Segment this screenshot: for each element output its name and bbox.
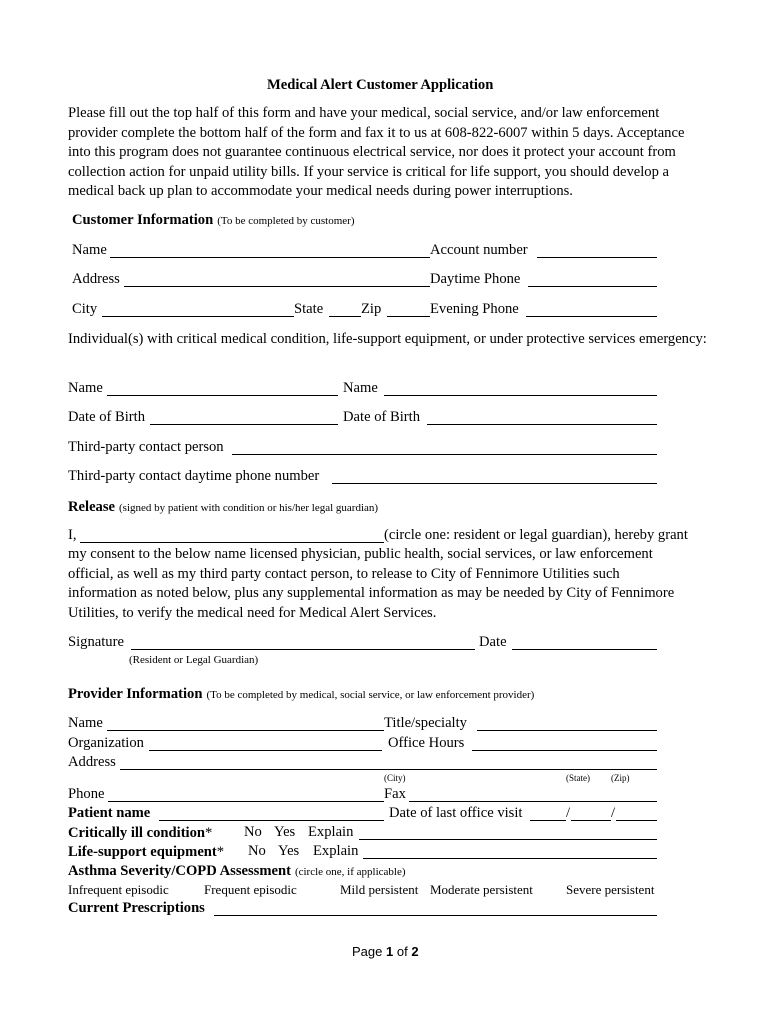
individual-dob-field-1[interactable] <box>150 424 338 425</box>
life-support-yes[interactable]: Yes <box>278 843 300 859</box>
provider-note: (To be completed by medical, social service, or law enforcement provider) <box>206 689 535 701</box>
critically-ill-no[interactable]: No <box>244 824 262 840</box>
critically-ill-asterisk: * <box>205 825 213 841</box>
organization-field[interactable] <box>149 750 382 751</box>
customer-name-label: Name <box>72 242 107 258</box>
provider-name-field[interactable] <box>107 730 384 731</box>
zip-caption: (Zip) <box>611 773 630 783</box>
last-visit-year-field[interactable] <box>616 820 657 821</box>
signature-label: Signature <box>68 634 124 650</box>
critically-ill-label: Critically ill condition <box>68 825 206 841</box>
prescriptions-label: Current Prescriptions <box>68 900 205 916</box>
individual-dob-label-2: Date of Birth <box>343 409 421 425</box>
critically-ill-explain-label: Explain <box>308 824 354 840</box>
last-visit-day-field[interactable] <box>571 820 611 821</box>
account-number-label: Account number <box>430 242 528 258</box>
provider-name-label: Name <box>68 715 103 731</box>
asthma-option-infrequent[interactable]: Infrequent episodic <box>68 882 169 897</box>
release-date-label: Date <box>479 634 507 650</box>
prescriptions-field[interactable] <box>214 915 657 916</box>
release-i-label: I, <box>68 527 77 543</box>
customer-heading: Customer Information <box>72 212 214 228</box>
title-specialty-label: Title/specialty <box>384 715 467 731</box>
individual-name-field-1[interactable] <box>107 395 338 396</box>
individual-name-label-1: Name <box>68 380 103 396</box>
current-page: 1 <box>386 944 394 959</box>
zip-field[interactable] <box>387 316 430 317</box>
individual-name-field-2[interactable] <box>384 395 657 396</box>
asthma-note: (circle one, if applicable) <box>294 866 406 878</box>
release-heading: Release <box>68 499 116 515</box>
date-slash-2: / <box>611 805 616 821</box>
provider-phone-field[interactable] <box>108 801 384 802</box>
customer-address-label: Address <box>72 271 120 287</box>
page-word: Page <box>352 944 383 959</box>
individual-name-label-2: Name <box>343 380 378 396</box>
zip-label: Zip <box>361 301 382 317</box>
critically-ill-row <box>68 824 212 842</box>
release-note: (signed by patient with condition or his/her legal guardian) <box>119 502 379 514</box>
evening-phone-field[interactable] <box>526 316 657 317</box>
page-title: Medical Alert Customer Application <box>267 77 494 93</box>
city-field[interactable] <box>102 316 294 317</box>
third-party-phone-label: Third-party contact daytime phone number <box>68 468 320 484</box>
evening-phone-label: Evening Phone <box>430 301 519 317</box>
life-support-explain-label: Explain <box>313 843 359 859</box>
provider-section-heading <box>68 685 534 703</box>
office-hours-label: Office Hours <box>388 735 465 751</box>
customer-section-heading <box>72 211 355 229</box>
organization-label: Organization <box>68 735 144 751</box>
asthma-option-mild[interactable]: Mild persistent <box>340 882 419 897</box>
release-text-line1: (circle one: resident or legal guardian), hereby grant <box>384 527 688 543</box>
title-specialty-field[interactable] <box>477 730 657 731</box>
asthma-option-moderate[interactable]: Moderate persistent <box>430 882 533 897</box>
release-section-heading <box>68 498 378 516</box>
asthma-label: Asthma Severity/COPD Assessment <box>68 863 291 879</box>
total-pages: 2 <box>411 944 419 959</box>
page-number <box>352 944 419 959</box>
third-party-phone-field[interactable] <box>332 483 657 484</box>
last-visit-month-field[interactable] <box>530 820 566 821</box>
provider-address-label: Address <box>68 754 116 770</box>
individuals-text: Individual(s) with critical medical condition, life-support equipment, or under protective services emergency: <box>68 331 707 347</box>
daytime-phone-label: Daytime Phone <box>430 271 521 287</box>
patient-name-label: Patient name <box>68 805 151 821</box>
of-word: of <box>396 944 408 959</box>
life-support-label: Life-support equipment <box>68 844 217 860</box>
patient-name-field[interactable] <box>159 820 384 821</box>
signature-caption: (Resident or Legal Guardian) <box>129 654 259 666</box>
life-support-asterisk: * <box>216 844 225 860</box>
third-party-contact-label: Third-party contact person <box>68 439 224 455</box>
provider-heading: Provider Information <box>68 686 203 702</box>
customer-name-field[interactable] <box>110 257 430 258</box>
asthma-row <box>68 862 406 880</box>
individual-dob-field-2[interactable] <box>427 424 657 425</box>
release-text: my consent to the below name licensed physician, public health, social services, or law enforcement official, as well as my third party contact person, to release to City of Fennimore Utilities such information as noted below, plus any supplemental information as may be needed by City of Fennimore Utilities, to verify the medical need for Medical Alert Services. <box>68 546 675 621</box>
release-name-field[interactable] <box>80 542 384 543</box>
city-caption: (City) <box>384 773 406 783</box>
intro-paragraph: Please fill out the top half of this form and have your medical, social service, and/or law enforcement provider complete the bottom half of the form and fax it to us at 608-822-6007 within 5 days. Acceptance into this program does not guarantee continuous electrical service, nor does it protect your account from collection action for unpaid utility bills. If your service is critical for life support, you should develop a medical back up plan to accommodate your medical needs during power interruptions. <box>68 105 685 199</box>
state-field[interactable] <box>329 316 361 317</box>
release-date-field[interactable] <box>512 649 657 650</box>
individual-dob-label-1: Date of Birth <box>68 409 146 425</box>
signature-field[interactable] <box>131 649 475 650</box>
customer-note: (To be completed by customer) <box>217 215 355 227</box>
daytime-phone-field[interactable] <box>528 286 657 287</box>
fax-field[interactable] <box>409 801 657 802</box>
life-support-no[interactable]: No <box>248 843 266 859</box>
life-support-row <box>68 843 224 861</box>
city-label: City <box>72 301 98 317</box>
asthma-option-severe[interactable]: Severe persistent <box>566 882 655 897</box>
provider-phone-label: Phone <box>68 786 105 802</box>
office-hours-field[interactable] <box>472 750 657 751</box>
critically-ill-yes[interactable]: Yes <box>274 824 296 840</box>
critically-ill-explain-field[interactable] <box>359 839 657 840</box>
state-label: State <box>294 301 324 317</box>
asthma-option-frequent[interactable]: Frequent episodic <box>204 882 297 897</box>
third-party-contact-field[interactable] <box>232 454 657 455</box>
state-caption: (State) <box>566 773 590 783</box>
customer-address-field[interactable] <box>124 286 430 287</box>
life-support-explain-field[interactable] <box>363 858 657 859</box>
last-visit-label: Date of last office visit <box>389 805 523 821</box>
provider-address-field[interactable] <box>120 769 657 770</box>
fax-label: Fax <box>384 786 406 802</box>
account-number-field[interactable] <box>537 257 657 258</box>
date-slash-1: / <box>566 805 571 821</box>
